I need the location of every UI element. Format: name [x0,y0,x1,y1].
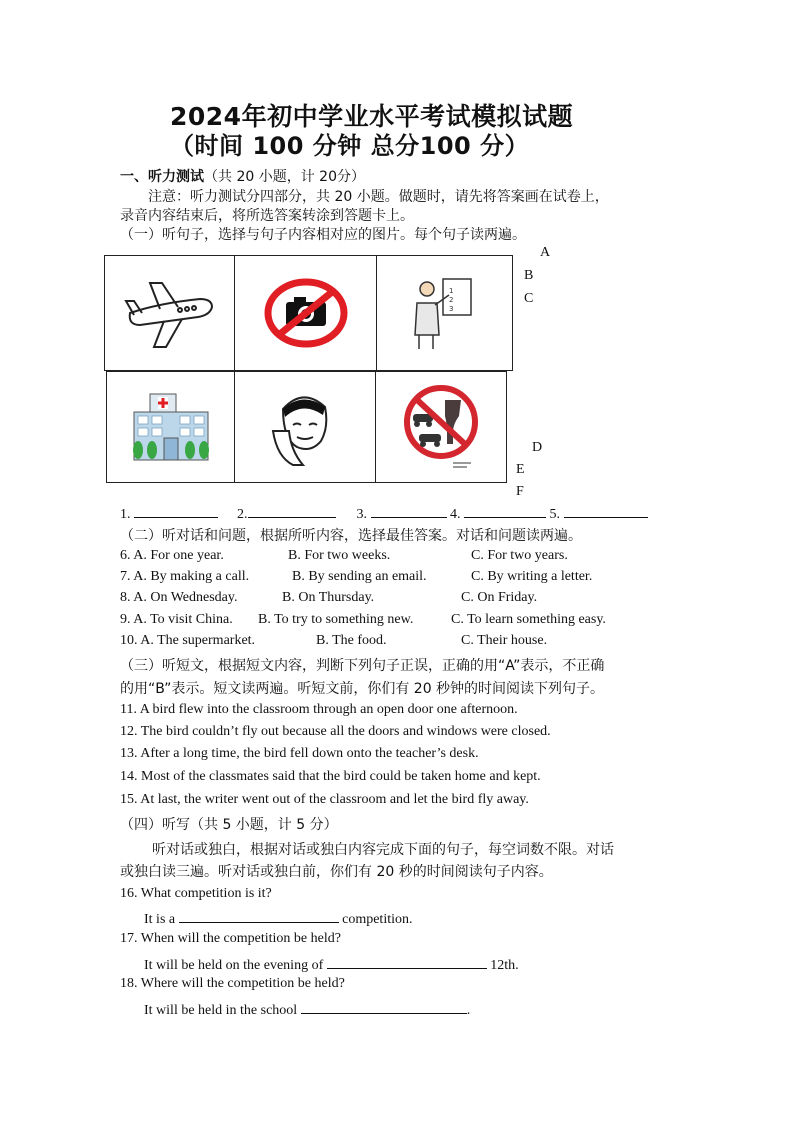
answer-blank-4[interactable] [464,503,546,518]
answer-blank-18[interactable] [301,999,467,1014]
part3-heading-2: 的用“B”表示。短文读两遍。听短文前，你们有 20 秒钟的时间阅读下列句子。 [120,681,605,697]
answer-blank-16[interactable] [179,908,339,923]
question-7-c: C. By writing a letter. [471,569,593,584]
statement-12: 12. The bird couldn’t fly out because all the doors and windows were closed. [120,724,551,739]
letter-d: D [532,440,543,455]
answer-blank-1[interactable] [134,503,218,518]
letter-c: C [524,291,534,306]
part4-intro-1: 听对话或独白，根据对话或独白内容完成下面的句子，每空词数不限。对话 [152,842,614,858]
svg-text:2: 2 [449,296,454,304]
statement-14: 14. Most of the classmates said that the bird could be taken home and kept. [120,769,541,784]
page-subtitle: （时间 100 分钟 总分100 分） [170,132,530,160]
page-title: 2024年初中学业水平考试模拟试题 [170,102,574,131]
svg-text:3: 3 [449,305,454,313]
statement-15: 15. At last, the writer went out of the classroom and let the bird fly away. [120,792,529,807]
picture-cell-b [235,256,376,370]
question-6-c: C. For two years. [471,548,568,563]
question-6: 6. A. For one year. [120,548,224,563]
note-line-2: 录音内容结束后，将所选答案转涂到答题卡上。 [120,208,414,224]
question-10: 10. A. The supermarket. [120,633,256,648]
dictation-answer-16: It is a competition. [144,908,413,928]
answer-blank-2[interactable] [248,503,336,518]
question-10-c: C. Their house. [461,633,548,648]
question-9-c: C. To learn something easy. [451,612,606,627]
part4-intro-2: 或独白读三遍。听对话或独白前，你们有 20 秒的时间阅读句子内容。 [120,864,553,880]
question-9-b: B. To try to something new. [258,612,414,627]
answer-blanks-row: 1. 2. 3. 4. 5. [120,503,648,523]
question-7: 7. A. By making a call. [120,569,250,584]
part1-heading: （一）听句子，选择与句子内容相对应的图片。每个句子读两遍。 [120,227,526,243]
question-8-c: C. On Friday. [461,590,538,605]
letter-f: F [516,484,524,499]
picture-grid-top [104,255,513,371]
question-8: 8. A. On Wednesday. [120,590,238,605]
sick-man-icon [263,387,347,467]
svg-text:1: 1 [449,287,454,295]
question-9: 9. A. To visit China. [120,612,233,627]
dictation-question-18: 18. Where will the competition be held? [120,976,345,991]
picture-cell-d [107,372,235,482]
answer-blank-5[interactable] [564,503,648,518]
question-8-b: B. On Thursday. [282,590,375,605]
no-camera-icon [264,278,348,348]
letter-b: B [524,268,534,283]
statement-11: 11. A bird flew into the classroom through an open door one afternoon. [120,702,518,717]
question-6-b: B. For two weeks. [288,548,391,563]
letter-a: A [540,245,551,260]
picture-cell-f [376,372,506,482]
letter-e: E [516,462,525,477]
question-10-b: B. The food. [316,633,387,648]
answer-blank-3[interactable] [371,503,447,518]
picture-cell-a [105,256,235,370]
dictation-question-16: 16. What competition is it? [120,886,272,901]
part2-heading: （二）听对话和问题，根据所听内容，选择最佳答案。对话和问题读两遍。 [120,528,582,544]
picture-cell-c [377,256,512,370]
no-drink-driving-icon [399,384,483,470]
airplane-icon [120,273,220,353]
part3-heading-1: （三）听短文，根据短文内容，判断下列句子正误，正确的用“A”表示，不正确 [120,658,605,674]
picture-grid-bottom [106,371,507,483]
note-line-1: 注意：听力测试分四部分，共 20 小题。做题时，请先将答案画在试卷上， [148,189,609,205]
picture-cell-e [235,372,375,482]
answer-blank-17[interactable] [327,954,487,969]
section-heading: 一、听力测试（共 20 小题，计 20分） [120,169,365,185]
dictation-question-17: 17. When will the competition be held? [120,931,341,946]
question-7-b: B. By sending an email. [292,569,427,584]
dictation-answer-18: It will be held in the school . [144,999,470,1019]
part4-heading: （四）听写（共 5 小题，计 5 分） [120,817,338,833]
teacher-board-icon [409,273,479,353]
statement-13: 13. After a long time, the bird fell down onto the teacher’s desk. [120,746,479,761]
hospital-icon [128,386,214,468]
dictation-answer-17: It will be held on the evening of 12th. [144,954,519,974]
